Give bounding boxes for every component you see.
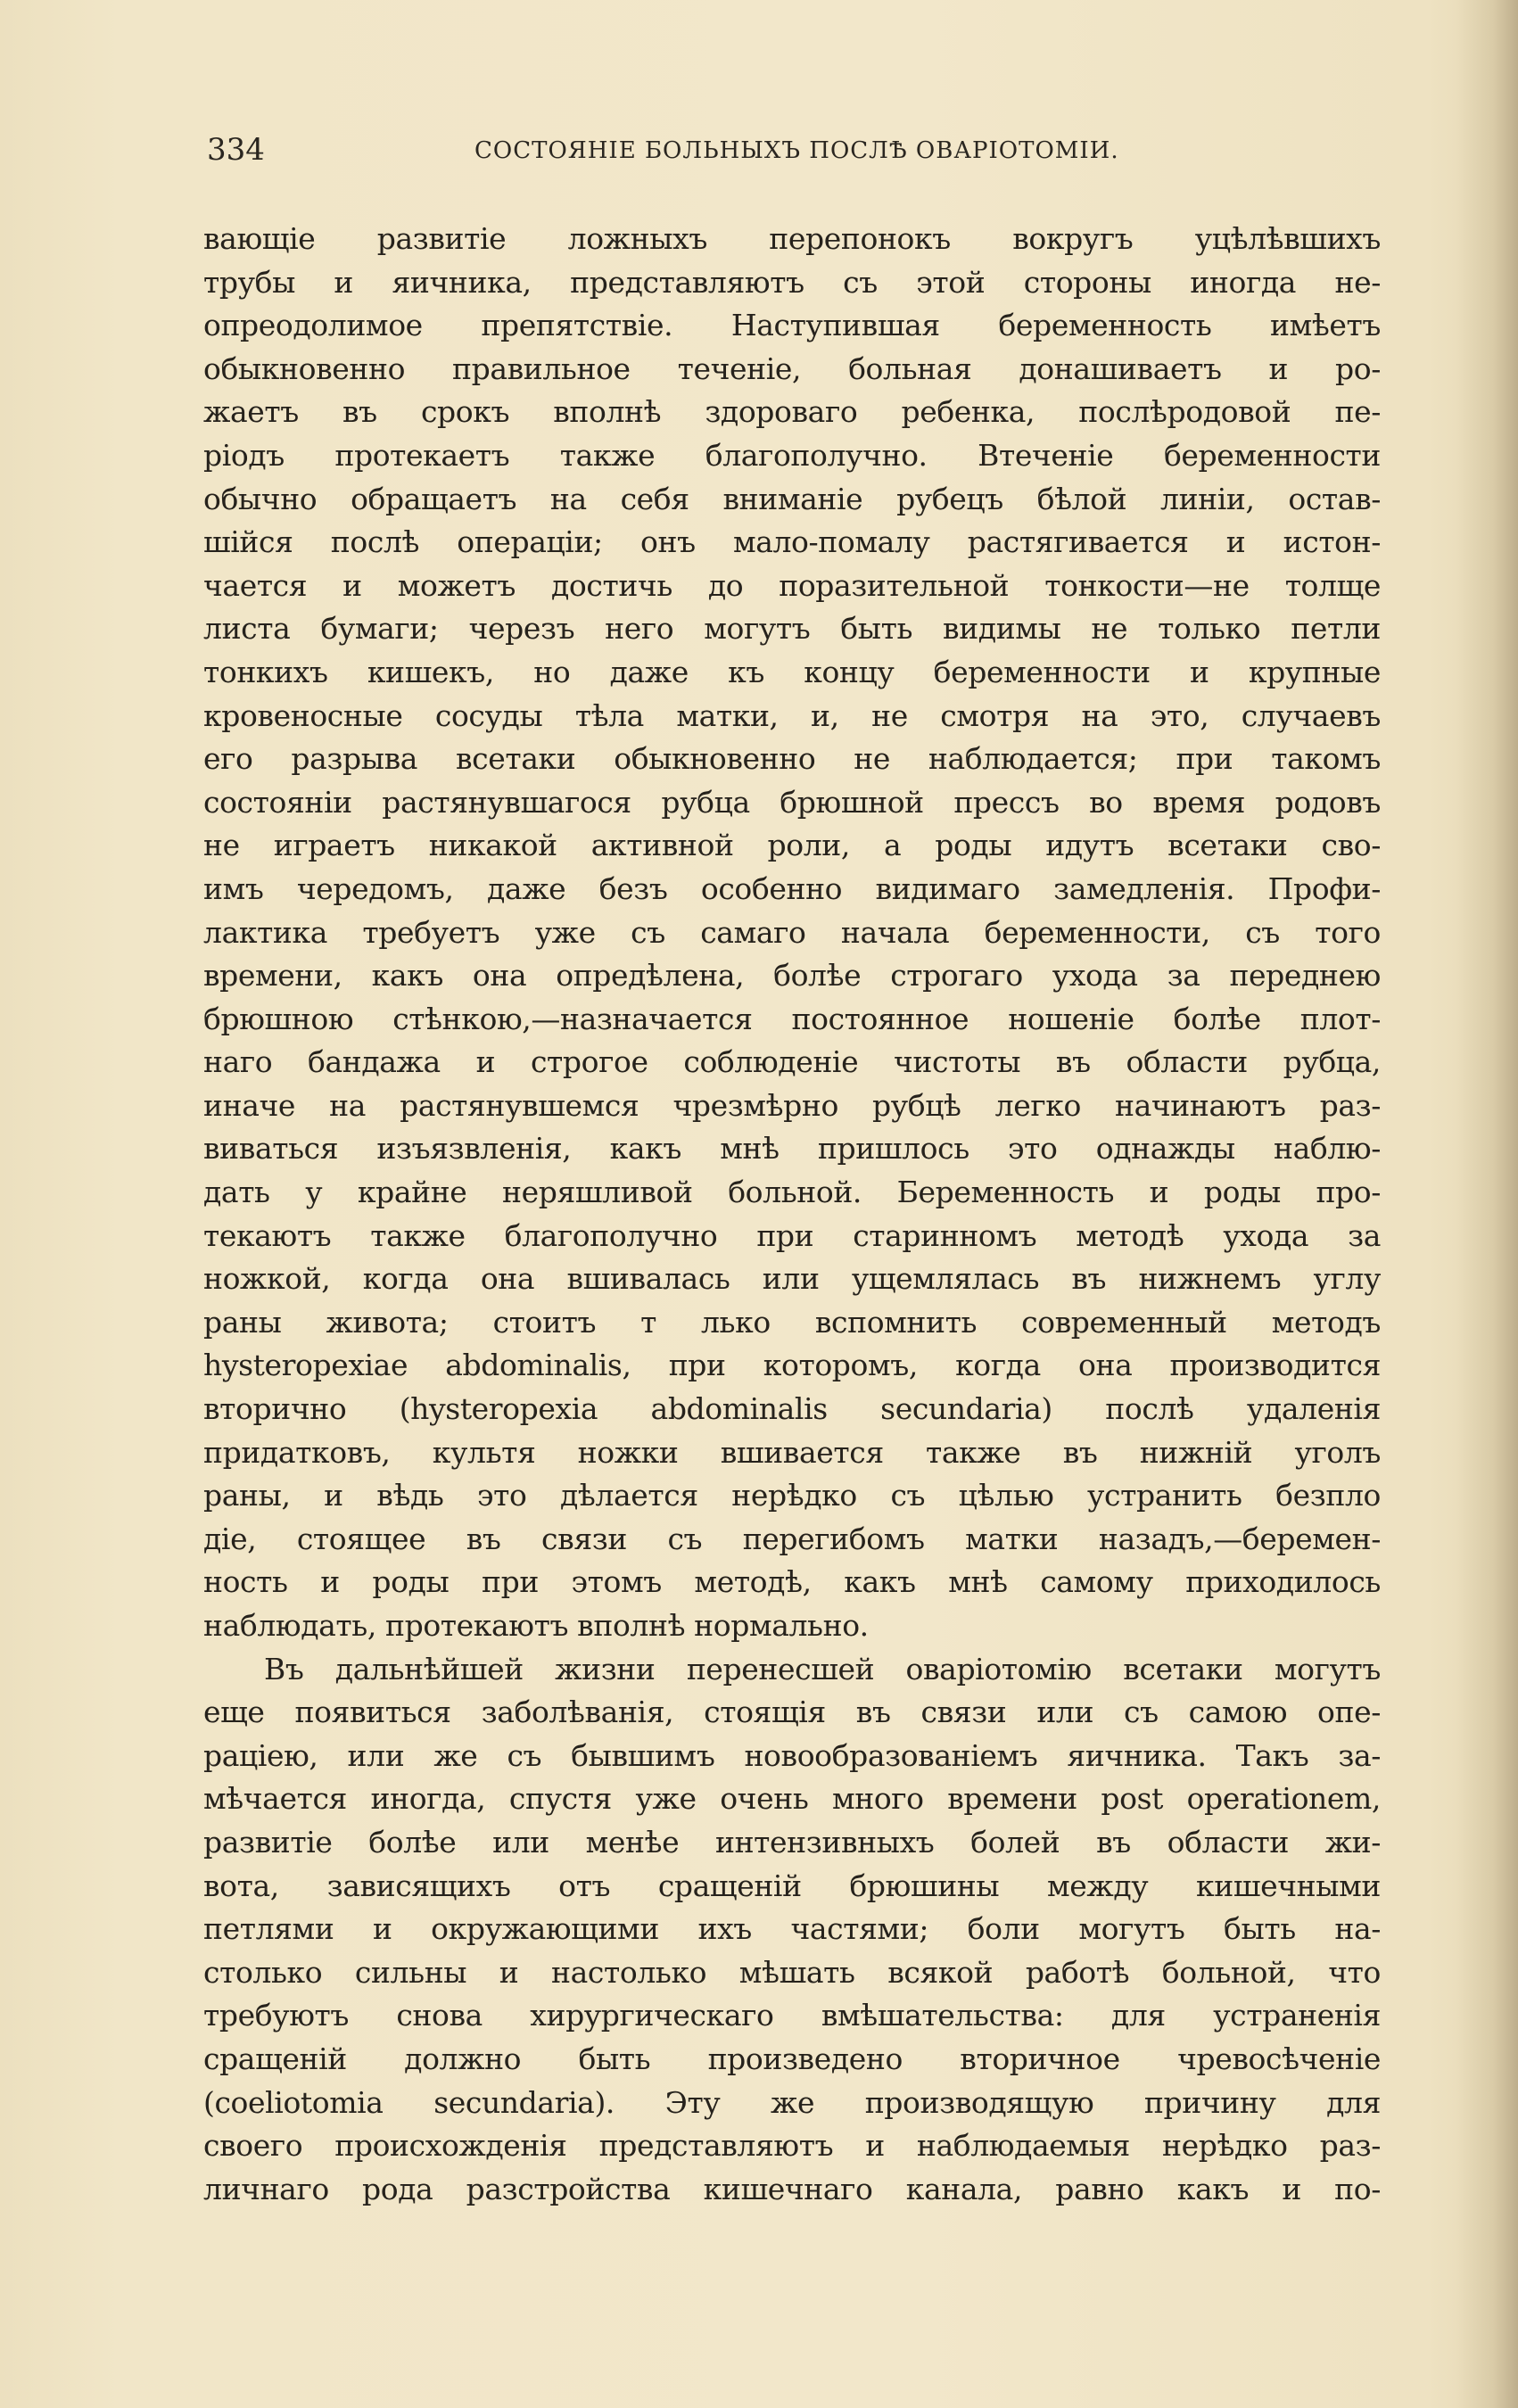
text-line: трубы и яичника, представляютъ съ этой стороны иногда не- (203, 264, 1381, 300)
text-line: ріодъ протекаетъ также благополучно. Втеченіе беременности (203, 437, 1381, 473)
spine-shadow (1456, 0, 1518, 2408)
paragraph-2 (203, 1648, 1381, 2212)
text-line: вота, зависящихъ отъ сращеній брюшины между кишечными (203, 1868, 1381, 1903)
text-line: личнаго рода разстройства кишечнаго канала, равно какъ и по- (203, 2171, 1381, 2206)
text-line: вторично (hysteropexia abdominalis secundaria) послѣ удаленія (203, 1391, 1381, 1427)
text-line: Въ дальнѣйшей жизни перенесшей оваріотомію всетаки могутъ (264, 1651, 1381, 1686)
text-line: состояніи растянувшагося рубца брюшной прессъ во время родовъ (203, 784, 1381, 820)
text-line: обыкновенно правильное теченіе, больная донашиваетъ и ро- (203, 350, 1381, 386)
page-number: 334 (207, 132, 265, 168)
text-line: листа бумаги; черезъ него могутъ быть видимы не только петли (203, 611, 1381, 647)
text-line: ножкой, когда она вшивалась или ущемлялась въ нижнемъ углу (203, 1261, 1381, 1297)
text-line: обычно обращаетъ на себя вниманіе рубецъ бѣлой линіи, остав- (203, 481, 1381, 516)
text-line: hysteropexiae abdominalis, при которомъ, когда она производится (203, 1348, 1381, 1383)
text-line: діе, стоящее въ связи съ перегибомъ матки назадъ,—беремен- (203, 1521, 1381, 1556)
text-line: мѣчается иногда, спустя уже очень много времени post operationem, (203, 1781, 1381, 1817)
text-line: тонкихъ кишекъ, но даже къ концу беременности и крупные (203, 654, 1381, 689)
text-line: опреодолимое препятствіе. Наступившая беременность имѣетъ (203, 308, 1381, 343)
text-line: столько сильны и настолько мѣшать всякой работѣ больной, что (203, 1954, 1381, 1990)
text-line: шійся послѣ операціи; онъ мало-помалу растягивается и истон- (203, 524, 1381, 560)
text-line: вающіе развитіе ложныхъ перепонокъ вокругъ уцѣлѣвшихъ (203, 221, 1381, 256)
running-title: СОСТОЯНІЕ БОЛЬНЫХЪ ПОСЛѢ ОВАРІОТОМІИ. (474, 137, 1119, 164)
text-line: лактика требуетъ уже съ самаго начала беременности, съ того (203, 914, 1381, 950)
text-line: кровеносные сосуды тѣла матки, и, не смотря на это, случаевъ (203, 697, 1381, 733)
text-line: еще появиться заболѣванія, стоящія въ связи или съ самою опе- (203, 1695, 1381, 1730)
text-line: виваться изъязвленія, какъ мнѣ пришлось это однажды наблю- (203, 1131, 1381, 1167)
text-line: иначе на растянувшемся чрезмѣрно рубцѣ легко начинаютъ раз- (203, 1087, 1381, 1123)
text-line: наго бандажа и строгое соблюденіе чистоты въ области рубца, (203, 1044, 1381, 1080)
paragraph-1 (203, 218, 1381, 1648)
text-line: жаетъ въ срокъ вполнѣ здороваго ребенка, послѣродовой пе- (203, 394, 1381, 430)
text-line: требуютъ снова хирургическаго вмѣшательства: для устраненія (203, 1998, 1381, 2033)
text-line: чается и можетъ достичь до поразительной тонкости—не толще (203, 567, 1381, 603)
text-line: его разрыва всетаки обыкновенно не наблюдается; при такомъ (203, 741, 1381, 777)
text-line: раціею, или же съ бывшимъ новообразованіемъ яичника. Такъ за- (203, 1737, 1381, 1773)
text-line: раны живота; стоитъ т лько вспомнить современный методъ (203, 1304, 1381, 1340)
text-line: ность и роды при этомъ методѣ, какъ мнѣ самому приходилось (203, 1564, 1381, 1600)
text-line: наблюдать, протекаютъ вполнѣ нормально. (203, 1608, 869, 1643)
text-line: текаютъ также благополучно при старинномъ методѣ ухода за (203, 1217, 1381, 1253)
text-line: не играетъ никакой активной роли, а роды идутъ всетаки сво- (203, 828, 1381, 863)
text-line: придатковъ, культя ножки вшивается также въ нижній уголъ (203, 1434, 1381, 1470)
text-line: раны, и вѣдь это дѣлается нерѣдко съ цѣлью устранить безпло (203, 1478, 1381, 1513)
text-line: времени, какъ она опредѣлена, болѣе строгаго ухода за переднею (203, 958, 1381, 994)
text-line: своего происхожденія представляютъ и наблюдаемыя нерѣдко раз- (203, 2128, 1381, 2164)
running-head (207, 132, 1366, 177)
body-text (203, 218, 1381, 2211)
text-line: (coeliotomia secundaria). Эту же производящую причину для (203, 2084, 1381, 2120)
text-line: сращеній должно быть произведено вторичное чревосѣченіе (203, 2041, 1381, 2076)
text-line: брюшною стѣнкою,—назначается постоянное ношеніе болѣе плот- (203, 1001, 1381, 1036)
text-line: петлями и окружающими ихъ частями; боли могутъ быть на- (203, 1911, 1381, 1947)
text-line: имъ чередомъ, даже безъ особенно видимаго замедленія. Профи- (203, 870, 1381, 906)
text-line: развитіе болѣе или менѣе интензивныхъ болей въ области жи- (203, 1824, 1381, 1860)
text-line: дать у крайне неряшливой больной. Беременность и роды про- (203, 1175, 1381, 1210)
